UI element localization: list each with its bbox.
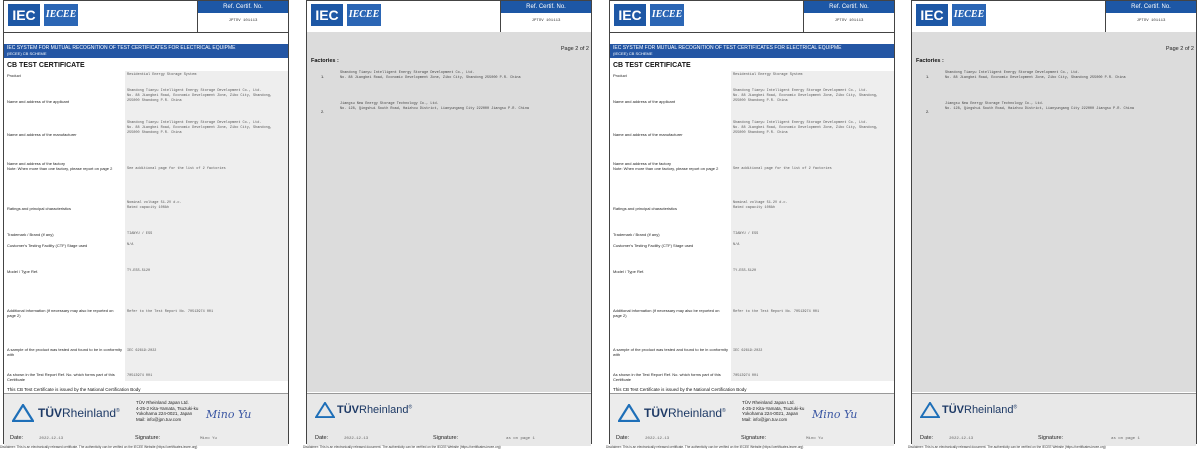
page-number: Page 2 of 2 <box>560 46 589 52</box>
certificate-footer <box>4 393 288 446</box>
signature-label: Signature: <box>433 435 459 441</box>
brand-rheinland: Rheinland <box>62 406 117 420</box>
factory-number-1: 1. <box>926 74 930 79</box>
banner-subtitle: (IECEE) CB SCHEME <box>7 51 47 56</box>
row-value-applicant: Shandong Tianyu Intelligent Energy Storage Development Co., Ltd. No. 88 Jiangbei Road, Economic Development Zone, Zibo City, Shandong, 255000 Shandong P.R. China <box>127 89 272 103</box>
row-label-trademark: Trademark / Brand (if any) <box>7 232 54 237</box>
page2-body <box>307 32 591 392</box>
iecee-logo: IECEE <box>952 4 986 26</box>
brand-tuv: TÜV <box>38 406 62 420</box>
row-value-ctf-stage: N/A <box>127 243 134 247</box>
signature-script: Mino Yu <box>812 408 858 421</box>
tuv-rheinland-logo: TÜVRheinland® <box>644 406 726 420</box>
certificate-document-page2 <box>306 0 592 444</box>
date-value: 2022-12-13 <box>949 437 974 441</box>
date-line <box>315 435 368 441</box>
certificate-footer <box>307 393 591 446</box>
values-background <box>731 71 894 381</box>
handwritten-signature <box>206 408 251 421</box>
row-value-test-report: 70513974 001 <box>127 374 153 378</box>
disclaimer-text: Disclaimer: This is an electronically released document. The authenticity can be verified on the IECEE Website (https://certificates.iecee.org) <box>303 445 501 449</box>
row-label-product: Product <box>7 73 21 78</box>
factory-entry-1: Shandong Tianyu Intelligent Energy Storage Development Co., Ltd. No. 88 Jiangbei Road, Economic Development Zone, Zibo City, Shandong 255000 P.R. China <box>340 71 521 80</box>
values-background <box>125 71 288 381</box>
factory-entry-2: Jiangsu New Energy Storage Technology Co., Ltd. No. 128, Qingshui South Road, Haizhou District, Lianyungang City 222000 Jiangsu P.R. China <box>340 102 530 111</box>
tuv-rheinland-logo: TÜVRheinland® <box>942 404 1018 416</box>
row-value-test-report: 70513974 001 <box>733 374 759 378</box>
page-number: Page 2 of 2 <box>1165 46 1194 52</box>
tuv-triangle-icon <box>920 402 940 418</box>
ref-certificate-number: JPTÜV 101113 <box>834 19 864 23</box>
ref-certificate-label: Ref. Certif. No. <box>804 1 894 13</box>
signature-value: Mino Yu <box>200 437 217 441</box>
factories-heading: Factories : <box>916 58 944 64</box>
ref-certificate-box <box>197 1 288 32</box>
row-label-additional-info: Additional information (if necessary may also be reported on page 2) <box>7 308 114 318</box>
signature-value: as on page 1 <box>1111 437 1140 441</box>
brand-tuv: TÜV <box>644 406 668 420</box>
certificate-header <box>912 1 1196 33</box>
row-label-model: Model / Type Ref. <box>7 269 39 274</box>
row-value-trademark: TIANYU / ESS <box>127 232 153 236</box>
iecee-logo: IECEE <box>347 4 381 26</box>
ref-certificate-number: JPTÜV 101113 <box>228 19 258 23</box>
banner-title: IEC SYSTEM FOR MUTUAL RECOGNITION OF TEST CERTIFICATES FOR ELECTRICAL EQUIPME <box>613 45 842 51</box>
iec-logo: IEC <box>916 4 948 26</box>
ref-certificate-box <box>500 1 591 32</box>
tuv-rheinland-logo: TÜVRheinland® <box>38 406 120 420</box>
row-value-factory: See additional page for the list of 2 factories <box>127 167 226 171</box>
row-label-product: Product <box>613 73 627 78</box>
row-label-factory: Name and address of the factory Note: When more than one factory, please report on page 2 <box>7 161 113 171</box>
cb-test-certificate-title: CB TEST CERTIFICATE <box>613 62 691 69</box>
certificate-document <box>3 0 289 444</box>
ncb-note: This CB Test Certificate is issued by the National Certification Body <box>613 387 747 392</box>
row-label-ratings: Ratings and principal characteristics <box>7 206 72 211</box>
brand-rheinland: Rheinland <box>964 404 1014 416</box>
certificate-header <box>610 1 894 33</box>
certificate-header <box>4 1 288 33</box>
certificate-page-2-copy <box>908 0 1200 450</box>
tuv-triangle-icon <box>315 402 335 418</box>
cb-test-certificate-title: CB TEST CERTIFICATE <box>7 62 85 69</box>
row-label-conformity: A sample of the product was tested and found to be in conformity with <box>613 347 728 357</box>
row-label-test-report: As shown in the Test Report Ref. No. which forms part of this Certificate <box>613 372 721 382</box>
signature-label: Signature: <box>135 435 161 441</box>
certificate-footer <box>610 393 894 446</box>
row-value-model: TY-ESS-5120 <box>733 269 757 273</box>
date-label: Date: <box>10 435 24 441</box>
ref-certificate-box <box>803 1 894 32</box>
iec-logo: IEC <box>614 4 646 26</box>
ref-certificate-number: JPTÜV 101113 <box>1136 19 1166 23</box>
iecee-banner <box>4 44 288 58</box>
signature-label: Signature: <box>1038 435 1064 441</box>
tuv-rheinland-logo: TÜVRheinland® <box>337 404 413 416</box>
page2-body <box>912 32 1196 392</box>
factory-number-2: 2. <box>321 109 325 114</box>
ref-certificate-number: JPTÜV 101113 <box>531 19 561 23</box>
banner-title: IEC SYSTEM FOR MUTUAL RECOGNITION OF TEST CERTIFICATES FOR ELECTRICAL EQUIPME <box>7 45 236 51</box>
tuv-triangle-icon <box>12 404 34 422</box>
row-value-conformity: IEC 62619:2022 <box>733 349 763 353</box>
row-value-ratings: Nominal voltage 51.2V d.c. Rated capacity 100Ah <box>127 201 182 210</box>
row-value-conformity: IEC 62619:2022 <box>127 349 157 353</box>
row-value-trademark: TIANYU / ESS <box>733 232 759 236</box>
disclaimer-text: Disclaimer: This is an electronically released certificate. The authenticity can be verified on the IECEE Website (https://certificates.iecee.org) <box>606 445 804 449</box>
brand-tuv: TÜV <box>337 404 359 416</box>
row-label-factory: Name and address of the factory Note: When more than one factory, please report on page 2 <box>613 161 719 171</box>
factory-number-1: 1. <box>321 74 325 79</box>
row-value-product: Residential Energy Storage System <box>733 73 803 77</box>
certificate-footer <box>912 393 1196 446</box>
row-label-trademark: Trademark / Brand (if any) <box>613 232 660 237</box>
certificate-page-2 <box>303 0 595 450</box>
iec-logo: IEC <box>311 4 343 26</box>
row-label-ctf-stage: Customer's Testing Facility (CTF) Stage used <box>7 243 88 248</box>
date-value: 2022-12-13 <box>344 437 369 441</box>
iec-logo: IEC <box>8 4 40 26</box>
handwritten-signature <box>812 408 857 421</box>
row-value-ratings: Nominal voltage 51.2V d.c. Rated capacity 100Ah <box>733 201 788 210</box>
ref-certificate-label: Ref. Certif. No. <box>1106 1 1196 13</box>
factories-heading: Factories : <box>311 58 339 64</box>
signature-line <box>433 435 535 441</box>
row-label-manufacturer: Name and address of the manufacturer <box>613 132 683 137</box>
row-label-model: Model / Type Ref. <box>613 269 645 274</box>
signature-line <box>1038 435 1140 441</box>
row-value-manufacturer: Shandong Tianyu Intelligent Energy Storage Development Co., Ltd. No. 88 Jiangbei Road, Economic Development Zone, Zibo City, Shandong, 255000 Shandong P.R. China <box>733 121 878 135</box>
ref-certificate-label: Ref. Certif. No. <box>501 1 591 13</box>
signature-line <box>741 435 823 441</box>
certificate-page-1-copy <box>606 0 898 450</box>
factory-entry-1: Shandong Tianyu Intelligent Energy Storage Development Co., Ltd. No. 88 Jiangbei Road, Economic Development Zone, Zibo City, Shandong 255000 P.R. China <box>945 71 1126 80</box>
disclaimer-text: Disclaimer: This is an electronically released certificate. The authenticity can be verified on the IECEE Website (https://certificates.iecee.org) <box>0 445 198 449</box>
iecee-logo: IECEE <box>44 4 78 26</box>
certificate-page-1 <box>0 0 292 450</box>
date-line <box>920 435 973 441</box>
date-line <box>616 435 669 441</box>
issuer-address: TÜV Rheinland Japan Ltd. 4-25-2 Kita-Yamata, Tsuzuki-ku Yokohama 224-0021, Japan Mail: info@jpn.tuv.com <box>136 400 199 422</box>
date-line <box>10 435 63 441</box>
signature-label: Signature: <box>741 435 767 441</box>
row-value-additional-info: Refer to the Test Report No. 70513974 001 <box>733 310 820 314</box>
row-value-applicant: Shandong Tianyu Intelligent Energy Storage Development Co., Ltd. No. 88 Jiangbei Road, Economic Development Zone, Zibo City, Shandong, 255000 Shandong P.R. China <box>733 89 878 103</box>
date-label: Date: <box>315 435 329 441</box>
row-value-manufacturer: Shandong Tianyu Intelligent Energy Storage Development Co., Ltd. No. 88 Jiangbei Road, Economic Development Zone, Zibo City, Shandong, 255000 Shandong P.R. China <box>127 121 272 135</box>
certificate-document-page2 <box>911 0 1197 444</box>
signature-value: Mino Yu <box>806 437 823 441</box>
certificate-document <box>609 0 895 444</box>
signature-line <box>135 435 217 441</box>
row-label-conformity: A sample of the product was tested and found to be in conformity with <box>7 347 122 357</box>
disclaimer-text: Disclaimer: This is an electronically released document. The authenticity can be verified on the IECEE Website (https://certificates.iecee.org) <box>908 445 1106 449</box>
row-label-applicant: Name and address of the applicant <box>613 99 676 104</box>
row-value-product: Residential Energy Storage System <box>127 73 197 77</box>
issuer-address: TÜV Rheinland Japan Ltd. 4-25-2 Kita-Yamata, Tsuzuki-ku Yokohama 224-0021, Japan Mail: info@jpn.tuv.com <box>742 400 805 422</box>
date-value: 2022-12-13 <box>39 437 64 441</box>
brand-rheinland: Rheinland <box>668 406 723 420</box>
row-label-applicant: Name and address of the applicant <box>7 99 70 104</box>
banner-subtitle: (IECEE) CB SCHEME <box>613 51 653 56</box>
factory-entry-2: Jiangsu New Energy Storage Technology Co., Ltd. No. 128, Qingshui South Road, Haizhou District, Lianyungang City 222000 Jiangsu P.R. China <box>945 102 1135 111</box>
factory-number-2: 2. <box>926 109 930 114</box>
brand-rheinland: Rheinland <box>359 404 409 416</box>
date-label: Date: <box>616 435 630 441</box>
row-value-additional-info: Refer to the Test Report No. 70513974 001 <box>127 310 214 314</box>
signature-script: Mino Yu <box>206 408 252 421</box>
date-value: 2022-12-13 <box>645 437 670 441</box>
row-value-model: TY-ESS-5120 <box>127 269 151 273</box>
ref-certificate-label: Ref. Certif. No. <box>198 1 288 13</box>
tuv-triangle-icon <box>618 404 640 422</box>
row-label-test-report: As shown in the Test Report Ref. No. which forms part of this Certificate <box>7 372 115 382</box>
row-label-ratings: Ratings and principal characteristics <box>613 206 678 211</box>
signature-value: as on page 1 <box>506 437 535 441</box>
row-label-additional-info: Additional information (if necessary may also be reported on page 2) <box>613 308 720 318</box>
certificate-header <box>307 1 591 33</box>
iecee-logo: IECEE <box>650 4 684 26</box>
row-value-factory: See additional page for the list of 2 factories <box>733 167 832 171</box>
iecee-banner <box>610 44 894 58</box>
row-label-ctf-stage: Customer's Testing Facility (CTF) Stage used <box>613 243 694 248</box>
date-label: Date: <box>920 435 934 441</box>
ncb-note: This CB Test Certificate is issued by the National Certification Body <box>7 387 141 392</box>
row-label-manufacturer: Name and address of the manufacturer <box>7 132 77 137</box>
ref-certificate-box <box>1105 1 1196 32</box>
row-value-ctf-stage: N/A <box>733 243 740 247</box>
brand-tuv: TÜV <box>942 404 964 416</box>
